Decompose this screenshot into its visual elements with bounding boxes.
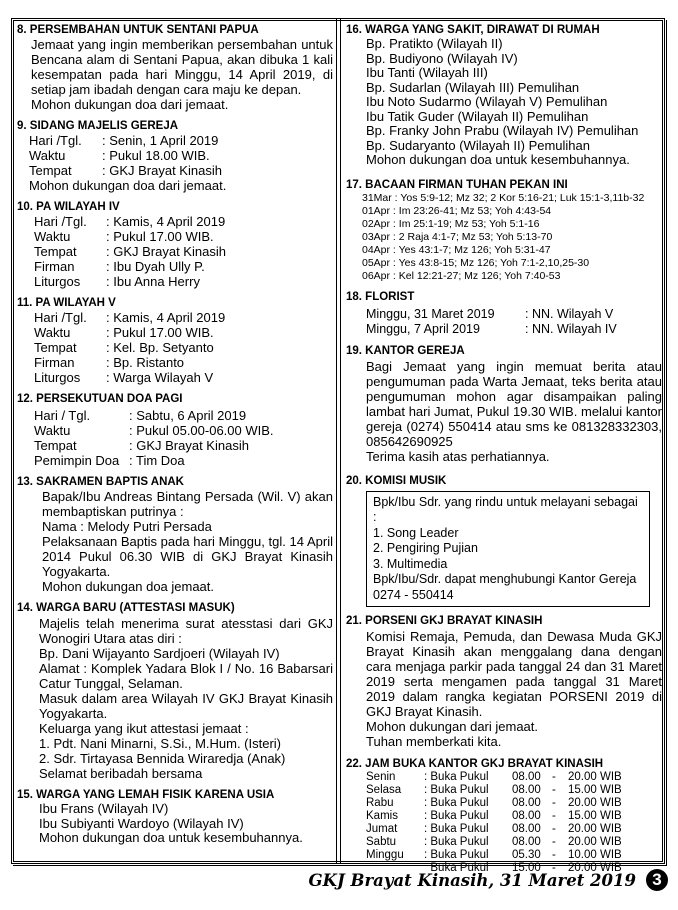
footer-title: GKJ Brayat Kinasih, 31 Maret 2019 [308,871,636,890]
details-table [17,214,333,289]
florist-assignee: : NN. Wilayah V [525,306,614,321]
hours-open: 15.00 [512,862,541,874]
hours-dash: - [552,836,556,848]
detail-label: Waktu [34,229,71,244]
recruitment-box [366,491,650,608]
hours-label: : Buka Pukul [424,810,489,822]
column-divider [336,19,341,863]
detail-label: Waktu [29,148,66,163]
hours-open: 08.00 [512,823,541,835]
list-item: Mohon dukungan doa untuk kesembuhannya. [39,830,303,845]
family-member: 1. Pdt. Nani Minarni, S.Si., M.Hum. (Isteri) [39,736,282,751]
detail-value: : Pukul 17.00 WIB. [106,325,214,340]
page-number-badge: 3 [646,869,668,891]
section-body: Bagi Jemaat yang ingin memuat berita atau pengumuman pada Warta Jemaat, teks berita atau pengumuman mohon agar disampaikan paling lambat hari Jumat, Pukul 19.30 WIB. melalui kantor gereja (0274) 550414 atau sms ke 081328332303, 085642690925 [366,358,662,449]
box-line: 2. Pengiring Pujian [373,541,478,555]
hours-label: : Buka Pukul [424,823,489,835]
florist-assignee: : NN. Wilayah IV [525,321,617,336]
section-title: 15. WARGA YANG LEMAH FISIK KARENA USIA [17,789,275,801]
left-column [17,23,333,853]
hours-open: 08.00 [512,797,541,809]
section-title: 14. WARGA BARU (ATTESTASI MASUK) [17,602,235,614]
hours-day: Jumat [366,823,398,835]
section-title: 22. JAM BUKA KANTOR GKJ BRAYAT KINASIH [346,758,604,770]
detail-label: Waktu [34,423,71,438]
section-bacaan-firman [346,178,662,283]
hours-close: 10.00 WIB [568,849,622,861]
section-title: 21. PORSENI GKJ BRAYAT KINASIH [346,615,543,627]
list-item: Bp. Budiyono (Wilayah IV) [366,50,518,66]
hours-day: Selasa [366,784,402,796]
section-pa-wilayah-v [17,296,333,385]
reading-item: 04Apr : Yes 43:1-7; Mz 126; Yoh 5:31-47 [362,243,551,256]
hours-close: 15.00 WIB [568,810,622,822]
detail-label: Hari /Tgl. [29,133,82,148]
detail-label: Tempat [29,163,72,178]
reading-item: 03Apr : 2 Raja 4:1-7; Mz 53; Yoh 5:13-70 [362,230,553,243]
detail-value: : GKJ Brayat Kinasih [106,244,226,259]
florist-table [346,307,662,337]
detail-value: : Kel. Bp. Setyanto [106,340,214,355]
section-body: Majelis telah menerima surat atesstasi dari GKJ Wonogiri Utara atas diri : [39,616,333,646]
section-closing: Selamat beribadah bersama [39,766,203,781]
list-item: Ibu Frans (Wilayah IV) [39,801,169,816]
list-item: Ibu Subiyanti Wardoyo (Wilayah IV) [39,815,244,831]
detail-label: Pemimpin Doa [34,453,120,468]
hours-open: 08.00 [512,810,541,822]
section-body: Bapak/Ibu Andreas Bintang Persada (Wil. V) akan membaptiskan putrinya : [42,489,333,519]
details-table [17,408,333,468]
detail-label: Firman [34,259,75,274]
detail-label: Hari /Tgl. [34,214,87,229]
section-kantor-gereja [346,344,662,464]
detail-label: Hari / Tgl. [34,408,91,423]
reading-item: 01Apr : Im 23:26-41; Mz 53; Yoh 4:43-54 [362,204,552,217]
section-florist [346,290,662,337]
hours-close: 20.00 WIB [568,823,622,835]
detail-value: : Bp. Ristanto [106,355,185,370]
section-closing: Mohon dukungan dari jemaat. [366,719,539,734]
detail-label: Hari /Tgl. [34,310,87,325]
details-table [17,133,333,178]
member-address: Alamat : Komplek Yadara Blok I / No. 16 Babarsari Catur Tunggal, Selaman. [39,661,333,691]
hours-open: 08.00 [512,771,541,783]
detail-value: : Senin, 1 April 2019 [102,133,219,148]
section-title: 20. KOMISI MUSIK [346,474,447,487]
section-closing: Mohon dukungan doa jemaat. [42,579,215,594]
section-persekutuan-doa [17,392,333,468]
detail-value: : Kamis, 4 April 2019 [106,214,226,229]
hours-open: 08.00 [512,784,541,796]
hours-open: 08.00 [512,836,541,848]
family-intro: Keluarga yang ikut attestasi jemaat : [39,721,249,736]
detail-label: Liturgos [34,274,81,289]
section-body: Komisi Remaja, Pemuda, dan Dewasa Muda GKJ Brayat Kinasih akan menggalang dana dengan cara menjaga parkir pada tanggal 24 dan 31 Maret 2019 serta mengamen pada tanggal 31 Maret 2019 dalam rangka kegiatan PORSENI 2019 di GKJ Brayat Kinasih. [366,629,662,719]
hours-day: Sabtu [366,836,397,848]
section-title: 11. PA WILAYAH V [17,297,116,309]
hours-close: 20.00 WIB [568,836,622,848]
box-line: 3. Multimedia [373,556,448,571]
detail-value: : Kamis, 4 April 2019 [106,310,226,325]
section-title: 17. BACAAN FIRMAN TUHAN PEKAN INI [346,178,568,191]
section-closing: Mohon dukungan doa dari jemaat. [29,178,227,193]
section-pa-wilayah-iv [17,200,333,289]
box-line: 1. Song Leader [373,525,459,540]
hours-dash: - [552,784,556,796]
reading-item: 31Mar : Yos 5:9-12; Mz 32; 2 Kor 5:16-21; Luk 15:1-3,11b-32 [362,191,645,204]
hours-dash: - [552,797,556,809]
hours-dash: - [552,810,556,822]
section-persembahan [17,23,333,112]
list-item: Ibu Noto Sudarmo (Wilayah V) Pemulihan [366,94,608,109]
detail-value: : Ibu Anna Herry [106,274,200,289]
hours-dash: - [552,771,556,783]
detail-value: : Tim Doa [129,453,185,468]
hours-dash: - [552,849,556,861]
hours-close: 20.00 WIB [568,771,622,783]
detail-label: Liturgos [34,370,81,385]
reading-item: 05Apr : Yes 43:8-15; Mz 126; Yoh 7:1-2,10,25-30 [362,256,590,269]
hours-dash: - [552,823,556,835]
box-line: Bpk/Ibu Sdr. yang rindu untuk melayani sebagai : [373,494,638,524]
section-body: Jemaat yang ingin memberikan persembahan untuk Bencana alam di Sentani Papua, akan dibuka 1 kali kesempatan pada hari Minggu, 14 April 2019, di setiap jam ibadah dengan cara maju ke depan. [31,37,333,97]
hours-label: : Buka Pukul [424,849,489,861]
hours-day: Kamis [366,810,398,822]
detail-value: : Pukul 05.00-06.00 WIB. [129,423,274,438]
member-name: Bp. Dani Wijayanto Sardjoeri (Wilayah IV) [39,646,280,661]
section-title: 12. PERSEKUTUAN DOA PAGI [17,393,183,405]
hours-label: : Buka Pukul [424,771,489,783]
section-warga-baru [17,601,333,781]
hours-close: 15.00 WIB [568,784,622,796]
section-lemah-fisik [17,788,333,846]
section-komisi-musik [346,474,662,608]
detail-value: : Sabtu, 6 April 2019 [129,408,247,423]
hours-day: Senin [366,771,396,783]
section-jam-buka [346,757,662,875]
section-closing: Tuhan memberkati kita. [366,734,502,749]
detail-label: Tempat [34,438,77,453]
hours-label: : Buka Pukul [424,784,489,796]
list-item: Bp. Sudaryanto (Wilayah II) Pemulihan [366,137,590,153]
detail-label: Tempat [34,340,77,355]
hours-close: 20.00 WIB [568,797,622,809]
hours-label: : Buka Pukul [424,797,489,809]
member-area: Masuk dalam area Wilayah IV GKJ Brayat Kinasih Yogyakarta. [39,691,333,721]
section-warga-sakit [346,23,662,168]
section-title: 18. FLORIST [346,290,415,303]
list-item: Ibu Tatik Guder (Wilayah II) Pemulihan [366,108,589,124]
section-title: 19. KANTOR GEREJA [346,344,465,357]
reading-item: 02Apr : Im 25:1-19; Mz 53; Yoh 5:1-16 [362,217,540,230]
section-title: 13. SAKRAMEN BAPTIS ANAK [17,476,184,488]
detail-label: Firman [34,355,75,370]
detail-value: : Ibu Dyah Ully P. [106,259,205,274]
list-item: Bp. Franky John Prabu (Wilayah IV) Pemulihan [366,123,639,138]
detail-value: : Warga Wilayah V [106,370,214,385]
detail-value: : GKJ Brayat Kinasih [102,163,222,178]
hours-open: 05.30 [512,849,541,861]
detail-value: : GKJ Brayat Kinasih [129,438,249,453]
hours-day: Rabu [366,797,394,809]
section-closing: Mohon dukungan doa dari jemaat. [31,97,229,112]
right-column [346,23,662,882]
child-name: Nama : Melody Putri Persada [42,519,212,534]
details-table [17,310,333,385]
box-line: 0274 - 550414 [373,587,454,602]
detail-value: : Pukul 18.00 WIB. [102,148,210,163]
list-item: Bp. Sudarlan (Wilayah III) Pemulihan [366,79,580,95]
hours-day: Minggu [366,849,404,861]
box-line: Bpk/Ibu/Sdr. dapat menghubungi Kantor Gereja [373,572,637,586]
section-title: 10. PA WILAYAH IV [17,201,120,213]
detail-value: : Pukul 17.00 WIB. [106,229,214,244]
detail-label: Waktu [34,325,71,340]
section-title: 8. PERSEMBAHAN UNTUK SENTANI PAPUA [17,24,259,36]
family-member: 2. Sdr. Tirtayasa Bennida Wiraredja (Anak) [39,751,286,766]
section-porseni [346,614,662,749]
hours-close: 20.00 WIB [568,862,622,874]
list-item: Ibu Tanti (Wilayah III) [366,65,488,80]
detail-label: Tempat [34,244,77,259]
florist-date: Minggu, 31 Maret 2019 [366,306,495,321]
office-hours-table [346,771,662,875]
hours-dash: - [552,862,556,874]
reading-item: 06Apr : Kel 12:21-27; Mz 126; Yoh 7:40-53 [362,269,561,282]
section-baptis-anak [17,475,333,594]
section-title: 16. WARGA YANG SAKIT, DIRAWAT DI RUMAH [346,24,600,36]
section-title: 9. SIDANG MAJELIS GEREJA [17,120,179,132]
florist-date: Minggu, 7 April 2019 [366,321,480,336]
list-item: Mohon dukungan doa untuk kesembuhannya. [366,152,630,167]
list-item: Bp. Pratikto (Wilayah II) [366,36,503,51]
hours-label: Buka Pukul [424,862,489,874]
section-sidang-majelis [17,119,333,193]
section-body: Pelaksanaan Baptis pada hari Minggu, tgl. 14 April 2014 Pukul 06.30 WIB di GKJ Brayat Kinasih Yogyakarta. [42,534,333,579]
hours-label: : Buka Pukul [424,836,489,848]
section-closing: Terima kasih atas perhatiannya. [366,448,550,464]
readings-list [346,192,662,283]
